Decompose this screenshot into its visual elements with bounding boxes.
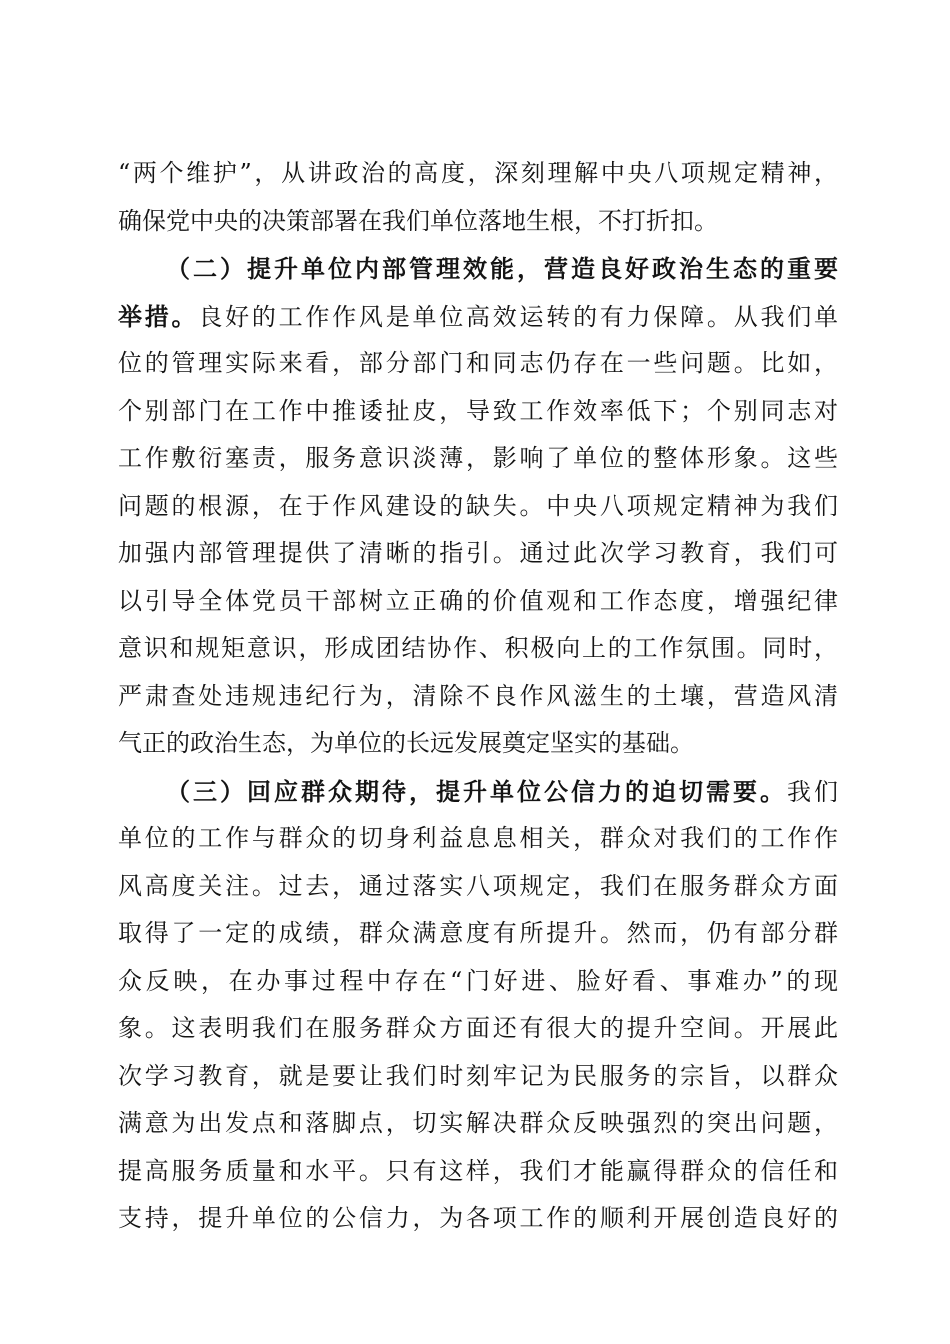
line-text: 工作敷衍塞责，服务意识淡薄，影响了单位的整体形象。这些 xyxy=(118,444,838,472)
text-line xyxy=(118,388,838,436)
line-text: 以引导全体党员干部树立正确的价值观和工作态度，增强纪律 xyxy=(118,586,838,615)
text-line xyxy=(118,863,838,911)
text-line xyxy=(118,435,838,483)
text-line xyxy=(118,1053,838,1101)
line-text: 单位的工作与群众的切身利益息息相关，群众对我们的工作作 xyxy=(118,824,838,852)
text-line xyxy=(118,673,838,721)
section-heading-two: （二）提升单位内部管理效能，营造良好政治生态的重要 xyxy=(166,254,838,283)
line-text: “两个维护”，从讲政治的高度，深刻理解中央八项规定精神， xyxy=(118,159,838,187)
line-text: 我们 xyxy=(787,777,838,806)
text-line xyxy=(118,910,838,958)
line-text: 严肃查处违规违纪行为，清除不良作风滋生的土壤，营造风清 xyxy=(118,681,838,710)
line-text: 取得了一定的成绩，群众满意度有所提升。然而，仍有部分群 xyxy=(118,919,838,947)
text-line xyxy=(118,483,838,531)
line-text: 满意为出发点和落脚点，切实解决群众反映强烈的突出问题， xyxy=(118,1109,838,1137)
section-heading-line xyxy=(118,245,838,293)
text-line xyxy=(118,625,838,673)
text-line xyxy=(118,720,838,768)
section-heading-three: （三）回应群众期待，提升单位公信力的迫切需要。 xyxy=(166,776,787,806)
line-text: 良好的工作作风是单位高效运转的有力保障。从我们单 xyxy=(198,302,839,331)
line-text: 众反映，在办事过程中存在“门好进、脸好看、事难办”的现 xyxy=(118,966,838,995)
section-heading-two-end: 举措。 xyxy=(118,301,199,331)
text-line xyxy=(118,1148,838,1196)
line-text: 问题的根源，在于作风建设的缺失。中央八项规定精神为我们 xyxy=(118,491,838,520)
line-text: 气正的政治生态，为单位的长远发展奠定坚实的基础。 xyxy=(118,729,694,757)
line-text: 支持，提升单位的公信力，为各项工作的顺利开展创造良好的 xyxy=(118,1204,838,1232)
text-line xyxy=(118,198,838,246)
text-line xyxy=(118,150,838,198)
text-line xyxy=(118,578,838,626)
line-text: 位的管理实际来看，部分部门和同志仍存在一些问题。比如， xyxy=(118,349,838,377)
text-line xyxy=(118,1100,838,1148)
text-line xyxy=(118,1005,838,1053)
line-text: 象。这表明我们在服务群众方面还有很大的提升空间。开展此 xyxy=(118,1014,838,1042)
document-body xyxy=(118,150,838,1243)
line-text: 提高服务质量和水平。只有这样，我们才能赢得群众的信任和 xyxy=(118,1156,838,1185)
text-line xyxy=(118,815,838,863)
line-text: 意识和规矩意识，形成团结协作、积极向上的工作氛围。同时， xyxy=(118,634,838,662)
line-text: 风高度关注。过去，通过落实八项规定，我们在服务群众方面 xyxy=(118,871,838,900)
line-text: 个别部门在工作中推诿扯皮，导致工作效率低下；个别同志对 xyxy=(118,396,838,425)
text-line xyxy=(118,1195,838,1243)
line-text: 加强内部管理提供了清晰的指引。通过此次学习教育，我们可 xyxy=(118,539,838,567)
text-line xyxy=(118,958,838,1006)
line-text: 确保党中央的决策部署在我们单位落地生根，不打折扣。 xyxy=(118,206,718,235)
text-line xyxy=(118,530,838,578)
text-line xyxy=(118,340,838,388)
line-text: 次学习教育，就是要让我们时刻牢记为民服务的宗旨，以群众 xyxy=(118,1061,838,1090)
text-line xyxy=(118,293,838,341)
section-heading-line xyxy=(118,768,838,816)
